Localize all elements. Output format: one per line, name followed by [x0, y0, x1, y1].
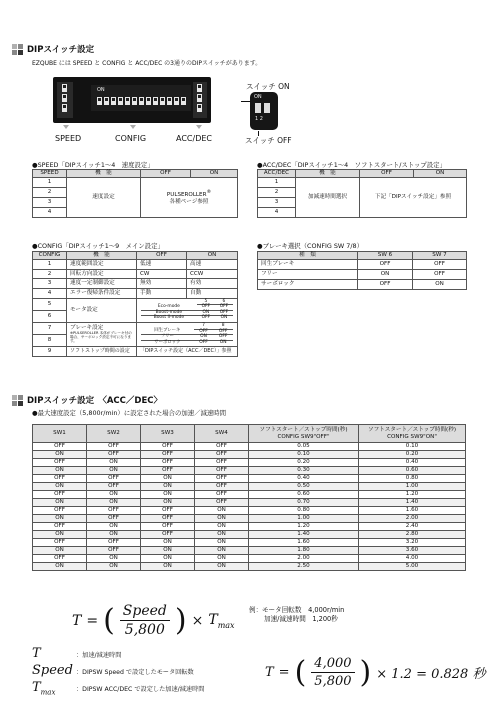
motor-sub-boost-b: OFF — [215, 310, 233, 316]
accel-row — [33, 467, 466, 475]
brake-row-3-b: ON — [413, 280, 467, 290]
board-on-label: ON — [97, 87, 105, 93]
accel-cell: 2.50 — [249, 563, 359, 571]
legend-sym-tmax — [32, 680, 76, 697]
accel-cell: OFF — [87, 507, 141, 515]
accel-cell: 3.20 — [359, 539, 466, 547]
accel-row — [33, 459, 466, 467]
formula-tmax-sub: max — [217, 620, 235, 630]
config-th-func: 機 能 — [67, 252, 137, 260]
speed-th-off: OFF — [141, 170, 191, 178]
speed-func: 速度設定 — [67, 178, 141, 218]
accel-cell: OFF — [141, 515, 195, 523]
switch-closeup-image — [250, 92, 278, 130]
speed-row-1: 1 — [33, 178, 67, 188]
config-row-7-n: 7 — [33, 322, 67, 334]
accel-row — [33, 499, 466, 507]
accel-cell: OFF — [141, 523, 195, 531]
config-row-78-func — [67, 322, 137, 346]
legend-desc-T: ：加速/減速時間 — [76, 652, 122, 659]
brake-sub-servo-b: ON — [219, 339, 227, 345]
section2-title-text: DIPスイッチ設定 〈ACC／DEC〉 — [27, 396, 163, 406]
accel-cell: 1.00 — [249, 515, 359, 523]
accel-cell: OFF — [33, 475, 87, 483]
label-config: CONFIG — [115, 134, 147, 143]
accel-cell: ON — [33, 547, 87, 555]
speed-th-speed: SPEED — [33, 170, 67, 178]
accel-cell: OFF — [33, 491, 87, 499]
accel-cell: ON — [195, 539, 249, 547]
speed-switch-block — [57, 82, 73, 118]
config-th-off: OFF — [137, 252, 187, 260]
accel-row — [33, 539, 466, 547]
accel-row — [33, 483, 466, 491]
config-row-2-off: CW — [137, 269, 187, 279]
accel-cell: 0.20 — [249, 459, 359, 467]
accdec-row-2: 2 — [258, 188, 296, 198]
speed-note-line1: PULSEROLLER — [166, 192, 207, 199]
accel-cell: 1.00 — [359, 483, 466, 491]
accel-cell: ON — [141, 555, 195, 563]
ex-paren-left: ( — [294, 654, 307, 690]
ex-formula-num: 4,000 — [311, 656, 354, 673]
accel-row — [33, 451, 466, 459]
accel-table-body — [33, 443, 466, 571]
brake-row-2-type: フリー — [258, 270, 358, 280]
accel-cell: 1.60 — [249, 539, 359, 547]
accel-cell: ON — [141, 499, 195, 507]
config-row-4-off: 手動 — [137, 288, 187, 298]
example-line2: 加速/減速時間 1,200秒 — [264, 615, 338, 623]
accel-cell: 3.60 — [359, 547, 466, 555]
speed-note — [141, 178, 238, 218]
accel-cell: ON — [87, 467, 141, 475]
accel-cell: 0.60 — [249, 491, 359, 499]
formula-legend — [32, 646, 242, 697]
section2-subtitle: ●最大速度設定（5,800r/min）に設定された場合の加速／減速時間 — [32, 409, 227, 417]
accel-cell: OFF — [87, 547, 141, 555]
accel-row — [33, 523, 466, 531]
accdec-func: 加減速時間選択 — [296, 178, 360, 218]
accel-row — [33, 531, 466, 539]
formula-example — [249, 606, 344, 624]
motor-sub-boost-label: Boost-mode — [141, 310, 197, 316]
accel-cell: 0.40 — [359, 459, 466, 467]
formula-tmax-T: T — [208, 611, 218, 628]
accel-row — [33, 491, 466, 499]
accel-cell: 0.60 — [359, 467, 466, 475]
example-formula — [265, 656, 485, 689]
config-row-2-func: 回転方向設定 — [67, 269, 137, 279]
accel-cell: 0.05 — [249, 443, 359, 451]
accel-cell: ON — [195, 547, 249, 555]
accel-cell: ON — [87, 531, 141, 539]
accel-cell: OFF — [87, 515, 141, 523]
formula-eq: = — [86, 612, 99, 629]
config-motor-subtable — [141, 300, 233, 321]
config-row-1-on: 高速 — [187, 260, 238, 270]
accel-row — [33, 475, 466, 483]
accel-cell: 2.00 — [359, 515, 466, 523]
brake-th-sw7: SW 7 — [413, 252, 467, 260]
legend-row-speed — [32, 663, 242, 680]
config-row-1-off: 低速 — [137, 260, 187, 270]
brake-row-3-a: OFF — [358, 280, 413, 290]
speed-row-2: 2 — [33, 188, 67, 198]
motor-sub-boost2-a: OFF — [201, 315, 211, 321]
config-row-3-func: 速度一定制御設定 — [67, 279, 137, 289]
accel-cell: ON — [141, 563, 195, 571]
speed-table — [32, 169, 238, 218]
config-row-4-n: 4 — [33, 288, 67, 298]
legend-sym-T: T — [32, 646, 41, 661]
speed-row-4: 4 — [33, 208, 67, 218]
config-th-config: CONFIG — [33, 252, 67, 260]
legend-row-T — [32, 646, 242, 663]
accel-cell: ON — [87, 491, 141, 499]
accel-th-on-line1: ソフトスタート／ストップ時間(秒) — [367, 427, 457, 433]
accel-cell: OFF — [33, 555, 87, 563]
accel-cell: ON — [195, 515, 249, 523]
section-bullet-icon — [12, 44, 23, 55]
brake-row-1-type: 回生ブレーキ — [258, 260, 358, 270]
accel-cell: ON — [87, 555, 141, 563]
brake-sub-free-label: フリー — [141, 335, 194, 341]
label-accdec: ACC/DEC — [176, 134, 212, 143]
accel-cell: OFF — [141, 531, 195, 539]
section2-title — [12, 394, 162, 406]
ex-formula-fraction — [311, 656, 354, 689]
accdec-row-4: 4 — [258, 208, 296, 218]
config-row-2-n: 2 — [33, 269, 67, 279]
config-brake-cell — [137, 322, 238, 346]
accel-table — [32, 424, 466, 571]
brake-row-2-a: ON — [358, 270, 413, 280]
accel-cell: ON — [33, 531, 87, 539]
legend-row-tmax — [32, 680, 242, 697]
config-row-6-n: 6 — [33, 310, 67, 322]
motor-sub-boost2-label: Boost II-mode — [153, 315, 185, 321]
formula-fraction — [120, 603, 170, 638]
motor-sub-eco-a: OFF — [197, 305, 215, 311]
accel-cell: ON — [195, 555, 249, 563]
config-row-1-func: 速度範囲設定 — [67, 260, 137, 270]
accel-cell: 5.00 — [359, 563, 466, 571]
accel-cell: 2.40 — [359, 523, 466, 531]
accel-row — [33, 555, 466, 563]
accel-cell: OFF — [141, 459, 195, 467]
accel-cell: OFF — [195, 467, 249, 475]
accel-cell: ON — [33, 563, 87, 571]
ex-formula-tail: × 1.2 = 0.828 秒 — [376, 667, 486, 682]
accel-cell: OFF — [195, 459, 249, 467]
accel-cell: OFF — [195, 483, 249, 491]
accel-row — [33, 563, 466, 571]
accel-cell: ON — [87, 563, 141, 571]
accel-th-on — [359, 425, 466, 443]
accel-cell: OFF — [33, 523, 87, 531]
accel-cell: 0.40 — [249, 475, 359, 483]
legend-sym-tmax-T: T — [32, 680, 41, 695]
accel-cell: 1.40 — [359, 499, 466, 507]
label-speed: SPEED — [55, 134, 82, 143]
accel-cell: 4.00 — [359, 555, 466, 563]
config-row-78-func-note: ※PULSEROLLER 本体がブレーキ付の場合、サーボロック設定不可になります。 — [70, 331, 132, 344]
section1-title — [12, 43, 94, 55]
dip-board-image — [53, 77, 211, 123]
accel-th-sw3: SW3 — [141, 425, 195, 443]
accel-cell: ON — [195, 523, 249, 531]
accel-cell: ON — [33, 483, 87, 491]
accel-cell: ON — [141, 475, 195, 483]
accel-row — [33, 547, 466, 555]
brake-sub-regen-label: 回生ブレーキ — [141, 329, 194, 335]
config-motor-cell — [137, 298, 238, 322]
accel-cell: OFF — [87, 443, 141, 451]
accel-cell: OFF — [195, 451, 249, 459]
accel-th-off-line1: ソフトスタート／ストップ時間(秒) — [259, 427, 348, 433]
accel-cell: OFF — [195, 443, 249, 451]
config-row-9-func: ソフトストップ時間の設定 — [67, 347, 137, 357]
speed-note-reg: ® — [206, 190, 212, 196]
config-row-78-func-text: ブレーキ設定 — [70, 325, 104, 332]
formula-speed: Speed — [120, 603, 170, 621]
section1-description: EZQUBE には SPEED と CONFIG と ACC/DEC の3通りのDIPスイッチがあります。 — [32, 60, 262, 67]
config-row-2-on: CCW — [187, 269, 238, 279]
accdec-th-accdec: ACC/DEC — [258, 170, 296, 178]
formula-tmax — [208, 612, 234, 630]
accdec-row-1: 1 — [258, 178, 296, 188]
accel-cell: OFF — [141, 507, 195, 515]
speed-th-func: 機 能 — [67, 170, 141, 178]
accdec-note: 下記「DIPスイッチ設定」参照 — [360, 178, 467, 218]
accel-cell: 0.70 — [249, 499, 359, 507]
accel-cell: 0.30 — [249, 467, 359, 475]
accel-cell: ON — [195, 507, 249, 515]
speed-arrow-icon — [63, 125, 69, 129]
example-line1: 例：モータ回転数 4,000r/min — [249, 606, 345, 614]
accel-cell: ON — [33, 467, 87, 475]
accdec-th-off: OFF — [360, 170, 414, 178]
formula-times: × — [191, 612, 204, 629]
switch-on-label: スイッチ ON — [246, 82, 290, 91]
config-row-3-on: 有効 — [187, 279, 238, 289]
accel-row — [33, 507, 466, 515]
closeup-on-label: ON — [254, 94, 262, 100]
accel-cell: 1.20 — [249, 523, 359, 531]
brake-row-1-a: OFF — [358, 260, 413, 270]
speed-row-3: 3 — [33, 198, 67, 208]
config-row-8-n: 8 — [33, 335, 67, 347]
brake-sub-free-b: OFF — [213, 335, 233, 341]
accel-cell: OFF — [141, 443, 195, 451]
formula-paren-right: ) — [174, 602, 187, 638]
config-row-5-n: 5 — [33, 298, 67, 310]
config-row-1-n: 1 — [33, 260, 67, 270]
accel-cell: 0.20 — [359, 451, 466, 459]
legend-desc-tmax: ：DIPSW ACC/DEC で設定した加速/減速時間 — [76, 686, 205, 693]
brake-row-2-b: OFF — [413, 270, 467, 280]
config-brake-subtable — [141, 324, 233, 345]
motor-sub-eco-b: OFF — [215, 305, 233, 311]
accel-cell: ON — [141, 483, 195, 491]
config-row-56-func: モータ設定 — [67, 298, 137, 322]
accel-row — [33, 515, 466, 523]
brake-table — [257, 251, 467, 290]
section2-bullet-icon — [12, 395, 23, 406]
accel-cell: OFF — [33, 507, 87, 515]
accdec-row-3: 3 — [258, 198, 296, 208]
accel-cell: ON — [33, 499, 87, 507]
accel-th-off — [249, 425, 359, 443]
accel-cell: 1.60 — [359, 507, 466, 515]
accel-cell: OFF — [195, 475, 249, 483]
config-row-4-on: 自動 — [187, 288, 238, 298]
accel-cell: OFF — [33, 443, 87, 451]
accel-cell: ON — [195, 563, 249, 571]
speed-th-on: ON — [191, 170, 238, 178]
accel-cell: OFF — [141, 451, 195, 459]
brake-sub-h-a: 7 — [194, 324, 214, 329]
switch-off-label: スイッチ OFF — [245, 136, 292, 145]
config-row-4-func: エラー復帰条件設定 — [67, 288, 137, 298]
ex-formula-den: 5,800 — [314, 674, 352, 689]
legend-desc-speed: ：DIPSW Speed で設定したモータ回転数 — [76, 669, 194, 676]
brake-sub-regen-a: OFF — [194, 329, 214, 335]
accel-th-sw2: SW2 — [87, 425, 141, 443]
motor-sub-eco-label: Eco-mode — [141, 305, 197, 311]
brake-sub-h-b: 8 — [213, 324, 233, 329]
accel-cell: OFF — [195, 499, 249, 507]
config-switch-block — [91, 85, 191, 111]
brake-row-3-type: サーボロック — [258, 280, 358, 290]
accel-cell: OFF — [33, 459, 87, 467]
legend-sym-speed: Speed — [32, 663, 73, 678]
accel-cell: 0.80 — [249, 507, 359, 515]
motor-sub-h-b: 6 — [215, 300, 233, 305]
config-arrow-icon — [130, 125, 136, 129]
accel-cell: 1.40 — [249, 531, 359, 539]
accel-cell: OFF — [87, 451, 141, 459]
accel-cell: 0.50 — [249, 483, 359, 491]
speed-table-heading: ●SPEED「DIPスイッチ1〜4 速度設定」 — [32, 161, 154, 169]
accel-th-sw4: SW4 — [195, 425, 249, 443]
accel-cell: ON — [87, 523, 141, 531]
accel-cell: 2.80 — [359, 531, 466, 539]
accel-th-on-line2: CONFIG SW9"ON" — [387, 433, 437, 440]
brake-sub-servo-label: サーボロック — [154, 339, 181, 345]
config-row-9-value: 「DIPスイッチ設定（ACC／DEC）」参照 — [137, 347, 238, 357]
accel-cell: OFF — [87, 483, 141, 491]
accel-cell: ON — [87, 499, 141, 507]
config-row-3-n: 3 — [33, 279, 67, 289]
accel-cell: 1.80 — [249, 547, 359, 555]
accel-cell: ON — [195, 531, 249, 539]
accdec-th-on: ON — [414, 170, 467, 178]
formula-den: 5,800 — [124, 622, 165, 638]
config-row-3-off: 無効 — [137, 279, 187, 289]
brake-sub-regen-b: OFF — [213, 329, 233, 335]
brake-table-heading: ●ブレーキ選択（CONFIG SW 7/8） — [257, 242, 363, 250]
brake-th-type: 種 類 — [258, 252, 358, 260]
section1-title-text: DIPスイッチ設定 — [27, 45, 95, 55]
accel-cell: 0.10 — [249, 451, 359, 459]
accel-cell: OFF — [87, 475, 141, 483]
formula-paren-left: ( — [103, 602, 115, 638]
config-row-9-n: 9 — [33, 347, 67, 357]
motor-sub-h-a: 5 — [197, 300, 215, 305]
config-table — [32, 251, 238, 357]
accel-cell: 0.10 — [359, 443, 466, 451]
formula-T: T — [72, 612, 82, 629]
accel-cell: OFF — [195, 491, 249, 499]
ex-formula-eq: = — [278, 665, 290, 680]
brake-row-1-b: OFF — [413, 260, 467, 270]
accdec-arrow-icon — [196, 125, 202, 129]
accdec-switch-block — [193, 82, 207, 118]
accel-cell: ON — [141, 491, 195, 499]
ex-formula-T: T — [265, 665, 274, 680]
accel-th-sw1: SW1 — [33, 425, 87, 443]
accel-cell: 1.20 — [359, 491, 466, 499]
accel-cell: 2.00 — [249, 555, 359, 563]
accel-row — [33, 443, 466, 451]
brake-sub-servo-a: OFF — [199, 339, 208, 345]
accel-cell: ON — [33, 515, 87, 523]
accel-cell: OFF — [87, 539, 141, 547]
brake-sub-free-a: ON — [194, 335, 214, 341]
accel-cell: ON — [87, 459, 141, 467]
closeup-numbers: 1 2 — [255, 116, 263, 122]
accel-cell: ON — [141, 539, 195, 547]
config-table-heading: ●CONFIG「DIPスイッチ1〜9 メイン設定」 — [32, 242, 164, 250]
accdec-table — [257, 169, 467, 218]
accdec-table-heading: ●ACC/DEC「DIPスイッチ1〜4 ソフトスタート/ストップ設定」 — [257, 161, 446, 169]
ex-paren-right: ) — [359, 654, 372, 690]
motor-sub-boost-a: ON — [197, 310, 215, 316]
config-th-on: ON — [187, 252, 238, 260]
legend-sym-tmax-sub: max — [40, 688, 56, 697]
brake-th-sw6: SW 6 — [358, 252, 413, 260]
accel-cell: OFF — [33, 539, 87, 547]
motor-sub-boost2-b: ON — [220, 315, 228, 321]
accel-cell: ON — [33, 451, 87, 459]
accdec-th-func: 機 能 — [296, 170, 360, 178]
main-formula — [72, 603, 235, 638]
accel-cell: 0.80 — [359, 475, 466, 483]
accel-th-off-line2: CONFIG SW9"OFF" — [277, 433, 330, 440]
accel-cell: OFF — [141, 467, 195, 475]
speed-note-line2: 各種ページ参照 — [169, 199, 209, 206]
accel-cell: ON — [141, 547, 195, 555]
